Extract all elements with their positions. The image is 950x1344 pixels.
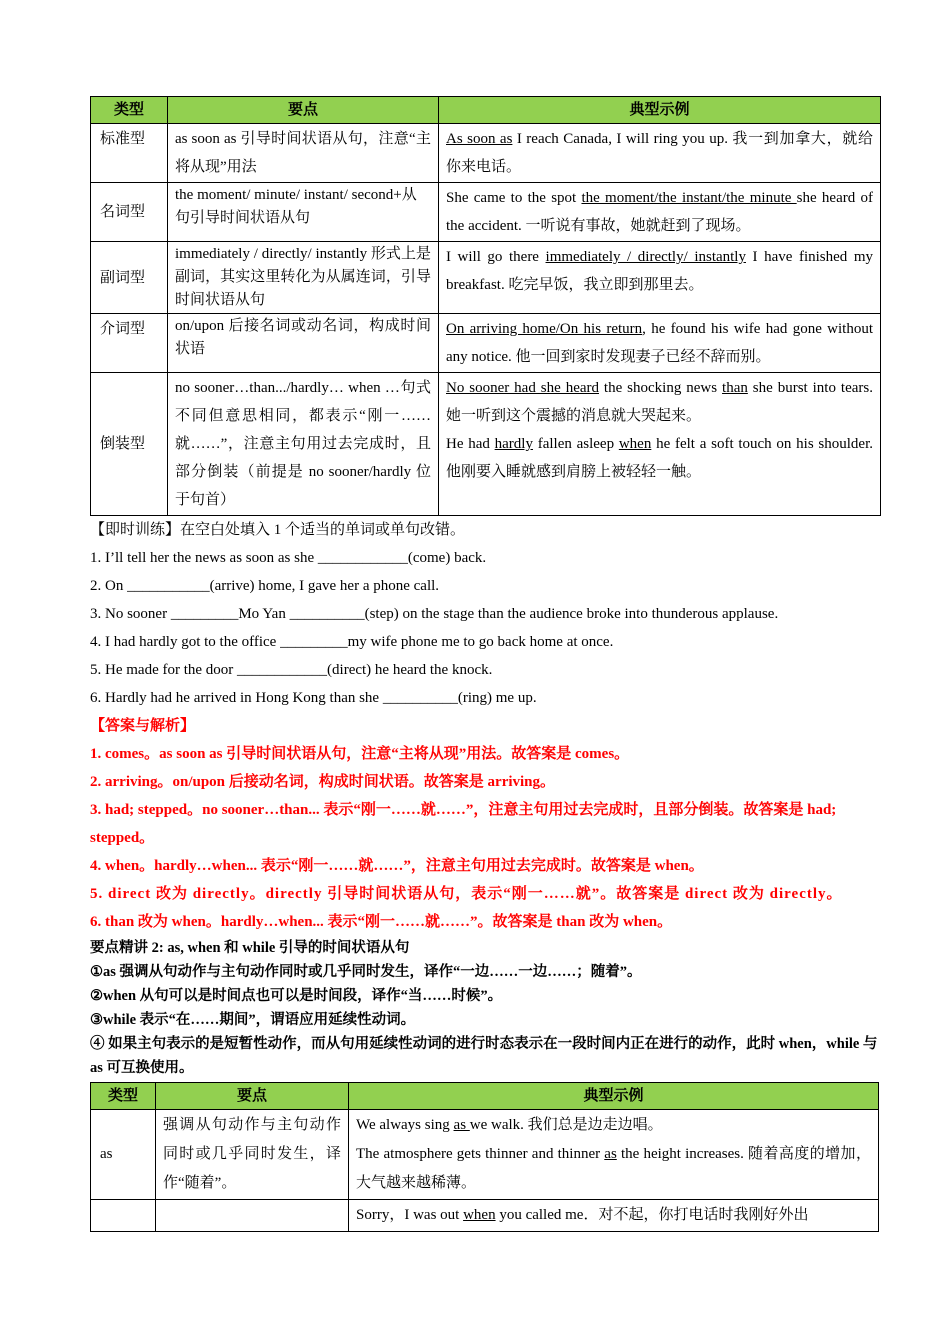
underlined-phrase: when	[618, 436, 652, 452]
table-time-clauses	[90, 96, 881, 516]
practice-item: 3. No sooner _________Mo Yan __________(step) on the stage than the audience broke into thunderous applause.	[90, 606, 779, 622]
table-row	[91, 1110, 879, 1200]
point-cell: 强调从句动作与主句动作同时或几乎同时发生，译作“随着”。	[156, 1110, 349, 1200]
example-text: we walk. 我们总是边走边唱。	[469, 1117, 663, 1133]
type-cell: 副词型	[91, 242, 168, 314]
example-text: fallen asleep	[532, 436, 619, 452]
example-text: you called me．对不起，你打电话时我刚好外出	[495, 1207, 809, 1223]
answers-section	[90, 712, 880, 936]
table-header-row	[91, 97, 881, 124]
table-row	[91, 373, 881, 516]
underlined-phrase: As soon as	[446, 131, 513, 147]
example-text: he felt a soft touch on his shoulder. 他刚要入睡就感到肩膀上被轻轻一触。	[446, 436, 873, 480]
underlined-phrase: On arriving home/On his return	[446, 321, 643, 337]
table-header-row	[91, 1083, 879, 1110]
header-type: 类型	[91, 97, 168, 124]
note-item: ②when 从句可以是时间点也可以是时间段，译作“当……时候”。	[90, 988, 503, 1004]
underlined-phrase: hardly	[494, 436, 533, 452]
example-text: The atmosphere gets thinner and thinner	[356, 1146, 605, 1162]
answer-item: 5. direct 改为 directly。directly 引导时间状语从句，表示“刚一……就”。故答案是 direct 改为 directly。	[90, 886, 843, 902]
note-item: ①as 强调从句动作与主句动作同时或几乎同时发生，译作“一边……一边……；随着”。	[90, 964, 642, 980]
answer-item: 2. arriving。on/upon 后接动名词，构成时间状语。故答案是 arriving。	[90, 774, 556, 790]
note-item: ④ 如果主句表示的是短暂性动作，而从句用延续性动词的进行时态表示在一段时间内正在进行的动作，此时 when，while 与 as 可互换使用。	[90, 1036, 878, 1076]
table-row	[91, 124, 881, 183]
example-cell	[439, 183, 881, 242]
practice-item: 2. On ___________(arrive) home, I gave her a phone call.	[90, 578, 440, 594]
table-row	[91, 1200, 879, 1232]
type-cell: 标准型	[91, 124, 168, 183]
point-cell: the moment/ minute/ instant/ second+从句引导时间状语从句	[168, 183, 439, 242]
underlined-phrase: immediately / directly/ instantly	[545, 249, 746, 265]
underlined-phrase: as	[604, 1146, 617, 1162]
example-line	[446, 430, 873, 486]
example-text: I will go there	[446, 249, 546, 265]
type-cell: 名词型	[91, 183, 168, 242]
example-cell	[349, 1200, 879, 1232]
section2-notes	[90, 936, 880, 1080]
type-cell: 介词型	[91, 314, 168, 373]
section2-title: 要点精讲 2: as, when 和 while 引导的时间状语从句	[90, 940, 410, 956]
point-cell	[156, 1200, 349, 1232]
example-line	[356, 1140, 871, 1198]
page	[90, 96, 880, 1232]
point-cell: on/upon 后接名词或动名词，构成时间状语	[168, 314, 439, 373]
practice-title: 【即时训练】在空白处填入 1 个适当的单词或单句改错。	[90, 522, 466, 538]
example-text: the shocking news	[599, 380, 723, 396]
header-example: 典型示例	[349, 1083, 879, 1110]
example-text: I reach Canada, I will ring you up. 我一到加拿大，就给你来电话。	[446, 131, 873, 175]
header-example: 典型示例	[439, 97, 881, 124]
header-type: 类型	[91, 1083, 156, 1110]
type-cell: 倒装型	[91, 373, 168, 516]
header-point: 要点	[168, 97, 439, 124]
table-as-when-while	[90, 1082, 879, 1232]
example-text: the height increases. 随着高度的增加，大气越来越稀薄。	[356, 1146, 871, 1191]
example-text: , he found his wife had gone without any notice. 他一回到家时发现妻子已经不辞而别。	[446, 321, 873, 365]
header-point: 要点	[156, 1083, 349, 1110]
underlined-phrase: than	[722, 380, 748, 396]
example-cell	[439, 314, 881, 373]
practice-item: 1. I’ll tell her the news as soon as she ____________(come) back.	[90, 550, 487, 566]
answer-item: 3. had; stepped。no sooner…than... 表示“刚一……就……”，注意主句用过去完成时，且部分倒装。故答案是 had; stepped。	[90, 802, 837, 846]
note-item: ③while 表示“在……期间”，谓语应用延续性动词。	[90, 1012, 416, 1028]
example-cell	[439, 124, 881, 183]
example-text: I have finished my breakfast. 吃完早饭，我立即到那里去。	[446, 249, 873, 293]
practice-item: 5. He made for the door ____________(direct) he heard the knock.	[90, 662, 493, 678]
point-cell: immediately / directly/ instantly 形式上是副词，其实这里转化为从属连词，引导时间状语从句	[168, 242, 439, 314]
example-text: she heard of the accident. 一听说有事故，她就赶到了现场。	[446, 190, 873, 234]
underlined-phrase: when	[463, 1207, 496, 1223]
example-text: Sorry，I was out	[356, 1207, 464, 1223]
type-cell: as	[91, 1110, 156, 1200]
underlined-phrase: as	[453, 1117, 470, 1133]
table-row	[91, 314, 881, 373]
example-cell	[349, 1110, 879, 1200]
point-cell: no sooner…than.../hardly… when …句式不同但意思相同，都表示“刚一……就……”，注意主句用过去完成时，且部分倒装（前提是 no sooner/hardly 位于句首）	[168, 373, 439, 516]
example-cell	[439, 373, 881, 516]
example-text: she burst into tears. 她一听到这个震撼的消息就大哭起来。	[446, 380, 873, 424]
example-line	[356, 1111, 871, 1140]
example-text: We always sing	[356, 1117, 454, 1133]
example-cell	[439, 242, 881, 314]
type-cell	[91, 1200, 156, 1232]
answer-item: 4. when。hardly…when... 表示“刚一……就……”，注意主句用过去完成时。故答案是 when。	[90, 858, 704, 874]
answers-title: 【答案与解析】	[90, 718, 196, 734]
practice-section	[90, 516, 880, 712]
table-row	[91, 242, 881, 314]
table-row	[91, 183, 881, 242]
example-line	[446, 374, 873, 430]
point-cell: as soon as 引导时间状语从句，注意“主将从现”用法	[168, 124, 439, 183]
answer-item: 1. comes。as soon as 引导时间状语从句，注意“主将从现”用法。故答案是 comes。	[90, 746, 630, 762]
underlined-phrase: No sooner had she heard	[446, 380, 599, 396]
example-text: He had	[446, 436, 495, 452]
example-text: She came to the spot	[446, 190, 582, 206]
underlined-phrase: the moment/the instant/the minute	[581, 190, 797, 206]
practice-item: 6. Hardly had he arrived in Hong Kong than she __________(ring) me up.	[90, 690, 537, 706]
answer-item: 6. than 改为 when。hardly…when... 表示“刚一……就……”。故答案是 than 改为 when。	[90, 914, 673, 930]
practice-item: 4. I had hardly got to the office _________my wife phone me to go back home at once.	[90, 634, 614, 650]
